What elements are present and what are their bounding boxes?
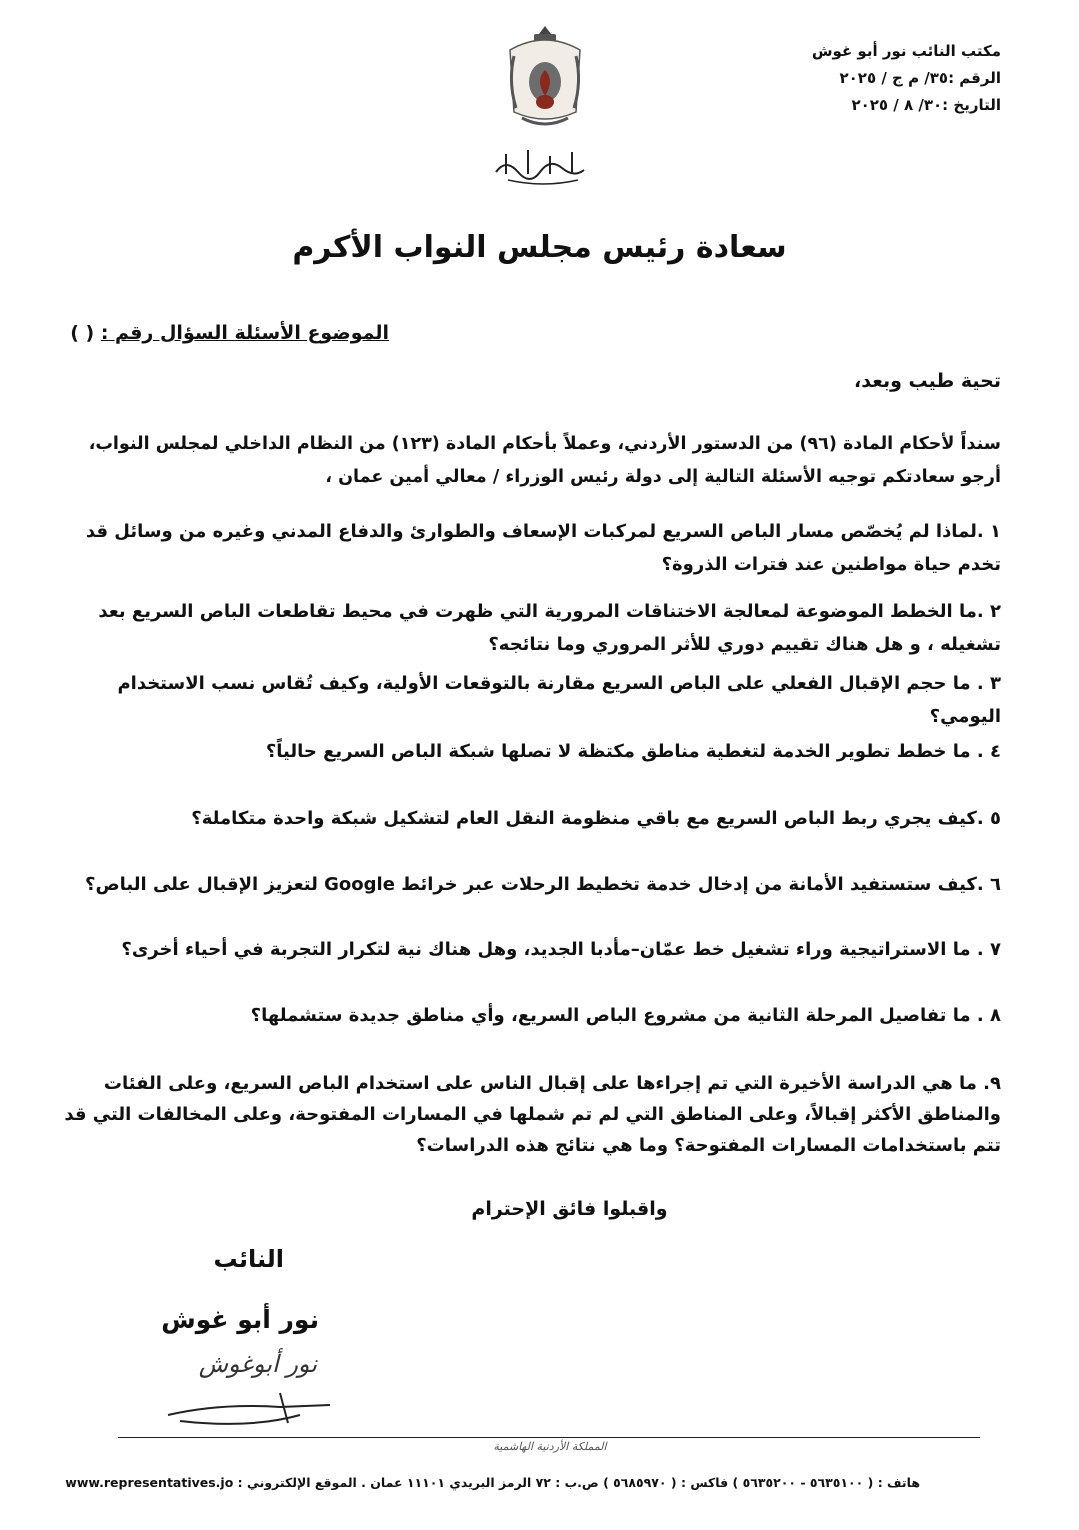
footer-kingdom-logo: المملكة الأردنية الهاشمية xyxy=(493,1440,607,1453)
handwritten-signature: نور أبوغوش xyxy=(198,1350,317,1378)
office-name: مكتب النائب نور أبو غوش xyxy=(811,42,1001,60)
question-7: ٧ . ما الاستراتيجية وراء تشغيل خط عمّان–مأدبا الجديد، وهل هناك نية لتكرار التجربة في أحياء أخرى؟ xyxy=(121,939,1001,960)
question-9: ٩. ما هي الدراسة الأخيرة التي تم إجراءها على إقبال الناس على استخدام الباص السريع، وعلى الفئات والمناطق الأكثر إقبالاً، وعلى المناطق التي لم تم شملها في المسارات المفتوحة، وعلى المخالفات التي قد تتم باستخدامات المسارات المفتوحة؟ وما هي نتائج هذه الدراسات؟ xyxy=(64,1073,1001,1156)
question-1: ١ .لماذا لم يُخصّص مسار الباص السريع لمركبات الإسعاف والطوارئ والدفاع المدني وغيره من وسائل قد تخدم حياة مواطنين عند فترات الذروة؟ xyxy=(85,521,1001,575)
signatory-title: النائب xyxy=(213,1245,284,1273)
signatory-name: نور أبو غوش xyxy=(161,1305,319,1334)
question-2: ٢ .ما الخطط الموضوعة لمعالجة الاختناقات المرورية التي ظهرت في محيط تقاطعات الباص السريع بعد تشغيله ، و هل هناك تقييم دوري للأثر المروري وما نتائجه؟ xyxy=(98,601,1001,655)
signature-scribble-icon xyxy=(160,1385,340,1430)
greeting: تحية طيب وبعد، xyxy=(854,370,1001,392)
subject-number: ( ) xyxy=(70,322,95,344)
intro-line: سنداً لأحكام المادة (٩٦) من الدستور الأردني، وعملاً بأحكام المادة (١٢٣) من النظام الداخلي لمجلس النواب، xyxy=(88,434,1001,454)
question-4: ٤ . ما خطط تطوير الخدمة لتغطية مناطق مكتظة لا تصلها شبكة الباص السريع حالياً؟ xyxy=(265,741,1001,762)
question-5: ٥ .كيف يجري ربط الباص السريع مع باقي منظومة النقل العام لتشكيل شبكة واحدة متكاملة؟ xyxy=(191,808,1001,829)
question-6: ٦ .كيف ستستفيد الأمانة من إدخال خدمة تخطيط الرحلات عبر خرائط Google لتعزيز الإقبال على الباص؟ xyxy=(85,874,1001,895)
coat-of-arms-icon xyxy=(500,22,590,132)
intro-line: أرجو سعادتكم توجيه الأسئلة التالية إلى دولة رئيس الوزراء / معالي أمين عمان ، xyxy=(325,467,1001,487)
council-logo xyxy=(488,140,598,190)
intro-paragraph xyxy=(60,428,1001,494)
subject-line xyxy=(70,322,389,344)
council-logo-mark xyxy=(488,140,598,190)
addressee-title: سعادة رئيس مجلس النواب الأكرم xyxy=(292,230,787,265)
closing-line: واقبلوا فائق الإحترام xyxy=(471,1198,668,1220)
office-header xyxy=(741,38,1001,119)
subject-label: الموضوع الأسئلة السؤال رقم : xyxy=(100,322,389,344)
footer-divider xyxy=(118,1437,980,1438)
letter-date: التاريخ :٣٠/ ٨ / ٢٠٢٥ xyxy=(851,96,1001,114)
reference-number: الرقم :٣٥/ م ج / ٢٠٢٥ xyxy=(839,69,1001,87)
question-8: ٨ . ما تفاصيل المرحلة الثانية من مشروع الباص السريع، وأي مناطق جديدة ستشملها؟ xyxy=(250,1005,1001,1026)
footer-contact: هاتف : ( ٥٦٣٥١٠٠ - ٥٦٣٥٢٠٠ ) فاكس : ( ٥٦٨٥٩٧٠ ) ص.ب : ٧٢ الرمز البريدي ١١١٠١ عمان . الموقع الإلكتروني : www.representatives.jo xyxy=(65,1475,920,1490)
question-3: ٣ . ما حجم الإقبال الفعلي على الباص السريع مقارنة بالتوقعات الأولية، وكيف تُقاس نسب الاستخدام اليومي؟ xyxy=(117,673,1001,727)
